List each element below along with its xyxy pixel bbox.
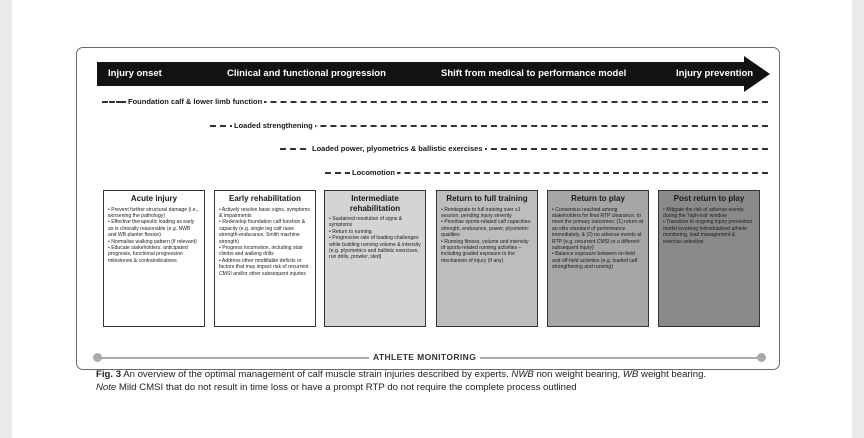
function-label: Loaded power, plyometrics & ballistic exercises — [312, 144, 483, 153]
phase-text: • Consensus reached among stakeholders for final RTP clearance, to meet the primary outcomes: (1) return at an elite standard of performance immediately, & (2) no adverse events at RTP (e.g. recurrent CMSI or a different subsequent injury) • Balance exposure between on-field and off-field activities (e.g. loaded calf strengthening and running) — [552, 206, 644, 271]
timeline-arrow — [97, 62, 745, 86]
phase-text: • Actively resolve basic signs, symptoms & impairments • Redevelop foundation calf function & capacity (e.g. single leg calf raise strength-endurance, Smith machine strength) • Progress locomotion, including stair climbs and walking drills • Address other modifiable deficits or factors that may impact risk of recurrent CMSI and/or other subsequent injuries — [219, 206, 310, 277]
phase-box-intermediate-rehabilitation — [324, 190, 426, 327]
phase-text: • Sustained resolution of signs & symptoms • Return to running • Progressive rate of loading challenges while building running volume & intensity (e.g. plyometrics and ballistic exercises, run drills, prowler, sled) — [329, 216, 421, 261]
caption-note-text: Mild CMSI that do not result in time loss or have a prompt RTP do not require the complete process outlined — [116, 381, 577, 393]
phase-box-acute-injury — [103, 190, 205, 327]
monitoring-end-dot — [757, 353, 766, 362]
caption-text: An overview of the optimal management of calf muscle strain injuries described by experts. — [121, 369, 512, 380]
stage-clinical-progression: Clinical and functional progression — [227, 68, 386, 79]
phase-text: • Mitigate the risk of adverse events during the 'high-risk' window • Transition to ongoing injury prevention model involving individualised athlete monitoring, load management & exercise selection — [663, 206, 753, 245]
caption-text: weight bearing. — [638, 369, 707, 380]
function-row-strengthening — [210, 120, 768, 132]
phase-box-post-return-to-play — [658, 190, 760, 327]
monitoring-label: ATHLETE MONITORING — [369, 351, 480, 363]
caption-figure-number: Fig. 3 — [96, 369, 122, 380]
function-label: Foundation calf & lower limb function — [128, 97, 263, 106]
phase-text: • Prevent further structural damage (i.e., worsening the pathology) • Effective therapeutic loading as early as is clinically reasonable (e.g. NWB and WB planter flexion) • Normalise walking pattern (if relevant) • Educate stakeholders: anticipated prognosis, functional progression milestones & contraindications — [108, 206, 199, 264]
stage-injury-onset: Injury onset — [108, 68, 162, 79]
function-row-foundation — [100, 96, 768, 108]
phase-title: Early rehabilitation — [228, 194, 302, 203]
caption-abbrev-wb: WB — [622, 369, 639, 380]
function-row-power-plyometrics — [280, 143, 768, 155]
phase-title: Post return to play — [673, 194, 745, 203]
phase-title: Intermediate rehabilitation — [349, 194, 401, 213]
function-label: Locomotion — [352, 168, 395, 177]
phase-box-return-to-full-training — [436, 190, 538, 327]
phase-title: Return to full training — [446, 194, 528, 203]
function-row-locomotion — [325, 167, 768, 179]
phase-text: • Reintegrate to full training over ≥1 session, pending injury severity • Prioritise sports-related calf capacities: strength, endurance, power, plyometric qualities • Running fitness, volume and intensity of sports-related running activities – including graded exposure to the mechanism of injury (if any) — [441, 206, 532, 264]
phase-title: Return to play — [571, 194, 625, 203]
phase-title: Acute injury — [130, 194, 178, 203]
function-label: Loaded strengthening — [234, 121, 313, 130]
caption-note-label: Note — [96, 381, 117, 393]
caption-abbrev-nwb: NWB — [511, 369, 534, 380]
figure-caption — [96, 369, 776, 394]
phase-box-early-rehabilitation — [214, 190, 316, 327]
stage-injury-prevention: Injury prevention — [676, 68, 754, 79]
caption-text: non weight bearing, — [533, 369, 623, 380]
phase-box-return-to-play — [547, 190, 649, 327]
stage-medical-to-performance: Shift from medical to performance model — [441, 68, 627, 79]
